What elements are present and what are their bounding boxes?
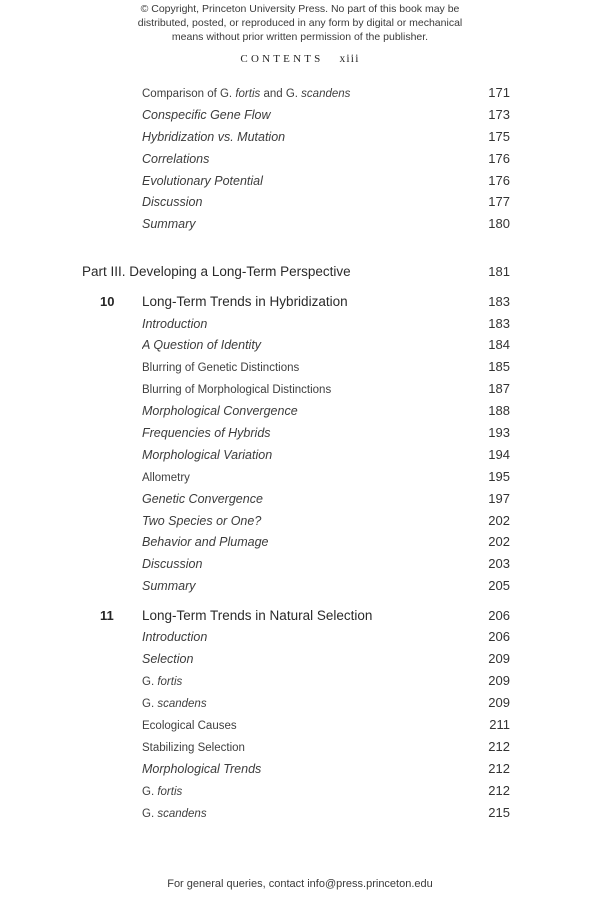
toc-page-number: 176	[488, 172, 510, 188]
toc-entry-label: Discussion	[142, 557, 203, 572]
folio-roman-numeral: xiii	[339, 53, 360, 65]
toc-page-number: 181	[488, 264, 510, 280]
toc-entry-label: Correlations	[142, 151, 210, 166]
running-head	[0, 50, 600, 67]
toc-entry-label: Summary	[142, 217, 196, 232]
toc-page-number: 183	[488, 315, 510, 331]
toc-row	[0, 173, 600, 195]
toc-page-number: 209	[488, 673, 510, 689]
toc-row	[0, 194, 600, 216]
toc-row	[0, 739, 600, 761]
chapter-number: 10	[100, 293, 115, 309]
toc-page-number: 212	[488, 738, 510, 754]
toc-row	[0, 761, 600, 783]
toc-row	[0, 216, 600, 238]
toc-page-number: 187	[488, 381, 510, 397]
toc-page-number: 171	[488, 85, 510, 100]
copyright-line: means without prior written permission of the publisher.	[171, 31, 429, 43]
toc-entry-label: Comparison of G. fortis and G. scandens	[142, 88, 351, 100]
toc-page-number: 197	[488, 490, 510, 506]
chapter-number: 11	[100, 607, 114, 623]
toc-row	[0, 695, 600, 717]
toc-row	[0, 447, 600, 469]
toc-entry-label: G. fortis	[142, 676, 183, 689]
toc-entry-label: Discussion	[142, 195, 203, 210]
toc-entry-label: Summary	[142, 579, 196, 594]
toc-entry-label: Ecological Causes	[142, 720, 237, 733]
toc-row	[0, 556, 600, 578]
toc-entry-label: Conspecific Gene Flow	[142, 107, 271, 122]
toc-row	[0, 534, 600, 556]
toc-entry-label: Part III. Developing a Long-Term Perspective	[82, 264, 351, 280]
toc-entry-label: Behavior and Plumage	[142, 535, 269, 550]
toc-row	[0, 651, 600, 673]
footer-note: For general queries, contact info@press.princeton.edu	[167, 878, 433, 890]
toc-row	[0, 264, 600, 286]
toc-row	[0, 783, 600, 805]
toc-page-number: 215	[488, 804, 510, 820]
toc-entry-label: Long-Term Trends in Natural Selection	[142, 607, 373, 623]
toc-row	[0, 294, 600, 316]
toc-row	[0, 608, 600, 630]
toc-page-number: 206	[488, 607, 510, 623]
toc-page-number: 176	[488, 150, 510, 166]
toc-row	[0, 129, 600, 151]
toc-row	[0, 403, 600, 425]
toc-page-number: 193	[488, 424, 510, 440]
toc-row	[0, 337, 600, 359]
toc-page-number: 180	[488, 216, 510, 232]
toc-row	[0, 316, 600, 338]
toc-entry-label: Morphological Variation	[142, 447, 273, 462]
toc-page-number: 212	[488, 782, 510, 798]
toc-row	[0, 359, 600, 381]
toc-entry-label: Introduction	[142, 630, 208, 645]
toc-entry-label: Introduction	[142, 316, 208, 331]
toc-row	[0, 425, 600, 447]
toc-page-number: 212	[488, 760, 510, 776]
toc-page-number: 183	[488, 293, 510, 309]
toc-row	[0, 107, 600, 129]
toc-row	[0, 717, 600, 739]
contents-heading: CONTENTS	[240, 53, 324, 65]
toc-row	[0, 151, 600, 173]
toc-page-number: 202	[488, 512, 510, 528]
copyright-line: © Copyright, Princeton University Press. No part of this book may be	[140, 3, 460, 15]
toc-entry-label: Selection	[142, 652, 194, 667]
toc-entry-label: Genetic Convergence	[142, 491, 263, 506]
toc-entry-label: Hybridization vs. Mutation	[142, 129, 286, 144]
toc-page-number: 211	[489, 717, 510, 733]
toc-page-number: 188	[488, 403, 510, 419]
toc-entry-label: Morphological Trends	[142, 761, 262, 776]
toc-entry-label: G. scandens	[142, 698, 207, 711]
toc-page-number: 185	[488, 359, 510, 375]
toc-entry-label: G. fortis	[142, 785, 183, 798]
copyright-notice	[0, 0, 600, 44]
toc-entry-label: Evolutionary Potential	[142, 173, 263, 188]
toc-row	[0, 513, 600, 535]
toc-page-number: 195	[488, 468, 510, 484]
toc-entry-label: Two Species or One?	[142, 513, 262, 528]
toc-page-number: 194	[488, 446, 510, 462]
toc-page-number: 175	[488, 128, 510, 144]
toc-row	[0, 381, 600, 403]
toc-page-number: 177	[488, 194, 510, 210]
toc-page-number: 209	[488, 695, 510, 711]
toc-row	[0, 805, 600, 827]
copyright-line: distributed, posted, or reproduced in any form by digital or mechanical	[137, 17, 463, 29]
toc-entry-label: G. scandens	[142, 807, 207, 820]
toc-page-number: 202	[488, 534, 510, 550]
toc-entry-label: Blurring of Morphological Distinctions	[142, 384, 332, 397]
toc-page-number: 206	[488, 629, 510, 645]
toc-entry-label: Frequencies of Hybrids	[142, 425, 271, 440]
toc-entry-label: Stabilizing Selection	[142, 741, 245, 754]
toc-row	[0, 578, 600, 600]
toc-entry-label: Blurring of Genetic Distinctions	[142, 362, 300, 375]
toc-row	[0, 469, 600, 491]
toc-page-number: 209	[488, 651, 510, 667]
toc-entry-label: Long-Term Trends in Hybridization	[142, 293, 348, 309]
toc-entry-label: Morphological Convergence	[142, 404, 298, 419]
toc-row	[0, 85, 600, 107]
toc-page-number: 203	[488, 556, 510, 572]
toc-row	[0, 673, 600, 695]
toc-row	[0, 629, 600, 651]
toc-entry-label: Allometry	[142, 471, 190, 484]
toc-page-number: 184	[488, 337, 510, 353]
toc-row	[0, 491, 600, 513]
toc-entry-label: A Question of Identity	[142, 338, 262, 353]
toc-page-number: 205	[488, 578, 510, 594]
toc-page-number: 173	[488, 106, 510, 122]
toc-list	[0, 85, 600, 827]
